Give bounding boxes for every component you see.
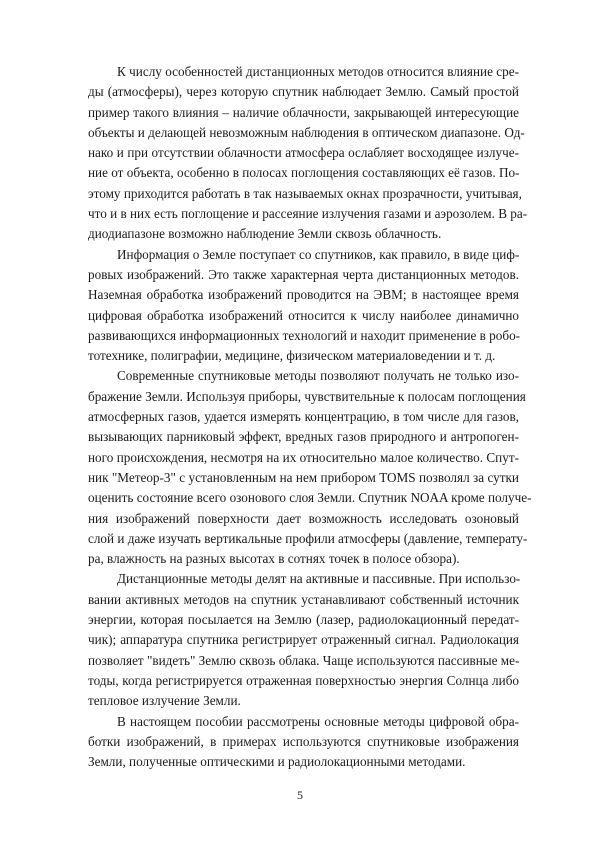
text-line: Земли, полученные оптическими и радиолокационными методами. — [88, 754, 466, 770]
text-line: энергии, которая посылается на Землю (лазер, радиолокационный передат- — [88, 612, 519, 628]
text-line: диодиапазоне возможно наблюдение Земли сквозь облачность. — [88, 226, 442, 242]
text-line: ник "Метеор-3" с установленным на нем прибором TOMS позволял за сутки — [88, 469, 519, 485]
text-line: К числу особенностей дистанционных методов относится влияние сре- — [117, 64, 519, 79]
paragraph — [88, 245, 519, 367]
text-line: Информация о Земле поступает со спутников, как правило, в виде циф- — [117, 246, 520, 262]
text-line: ра, влажность на разных высотах в сотнях точек в полосе обзора). — [88, 551, 460, 567]
text-line: оценить состояние всего озонового слоя Земли. Спутник NOAA кроме получе- — [88, 490, 532, 506]
text-line: В настоящем пособии рассмотрены основные методы цифровой обра- — [117, 713, 519, 729]
text-line: Современные спутниковые методы позволяют получать не только изо- — [117, 368, 519, 384]
text-line: ровых изображений. Это также характерная черта дистанционных методов. — [88, 266, 519, 282]
text-line: тепловое излучение Земли. — [88, 693, 241, 709]
text-line: нако и при отсутствии облачности атмосфера ослабляет восходящее излуче- — [88, 145, 519, 161]
text-line: этому приходится работать в так называемых окнах прозрачности, учитывая, — [88, 185, 522, 201]
text-line: атмосферных газов, удается измерять концентрацию, в том числе для газов, — [88, 409, 519, 425]
text-line: Наземная обработка изображений проводится на ЭВМ; в настоящее время — [88, 287, 519, 303]
text-line: ботки изображений, в примерах используются спутниковые изображения — [88, 733, 519, 749]
text-line: ды (атмосферы), через которую спутник наблюдает Землю. Самый простой — [88, 84, 519, 100]
text-line: объекты и делающей невозможным наблюдения в оптическом диапазоне. Од- — [88, 124, 525, 140]
body-text — [88, 62, 532, 772]
text-line: тоды, когда регистрируется отраженная поверхностью энергия Солнца либо — [88, 672, 519, 688]
text-line: ния изображений поверхности дает возможность исследовать озоновый — [88, 510, 519, 526]
text-line: чик); аппаратура спутника регистрирует отраженный сигнал. Радиолокация — [88, 632, 519, 648]
paragraph — [88, 569, 519, 711]
page-number: 5 — [297, 788, 303, 802]
text-line: слой и даже изучать вертикальные профили атмосферы (давление, температу- — [88, 530, 528, 546]
paragraph — [88, 712, 519, 773]
paragraph — [88, 366, 532, 569]
text-line: Дистанционные методы делят на активные и пассивные. При использо- — [117, 571, 521, 587]
text-line: пример такого влияния – наличие облачности, закрывающей интересующие — [88, 104, 519, 120]
text-line: ние от объекта, особенно в полосах поглощения составляющих её газов. По- — [88, 165, 520, 181]
text-line: ного происхождения, несмотря на их относительно малое количество. Спут- — [88, 449, 519, 465]
text-line: тотехнике, полиграфии, медицине, физическом материаловедении и т. д. — [88, 348, 496, 364]
text-line: что и в них есть поглощение и рассеяние излучения газами и аэрозолем. В ра- — [88, 206, 528, 222]
text-line: бражение Земли. Используя приборы, чувствительные к полосам поглощения — [88, 388, 526, 404]
text-line: вызывающих парниковый эффект, вредных газов природного и антропоген- — [88, 429, 519, 445]
text-line: вании активных методов на спутник устанавливают собственный источник — [88, 591, 519, 607]
text-line: развивающихся информационных технологий и находит применение в робо- — [88, 327, 521, 343]
text-line: цифровая обработка изображений относится к числу наиболее динамично — [88, 307, 519, 323]
text-line: позволяет "видеть" Землю сквозь облака. Чаще используются пассивные ме- — [88, 652, 520, 668]
paragraph — [88, 62, 528, 245]
